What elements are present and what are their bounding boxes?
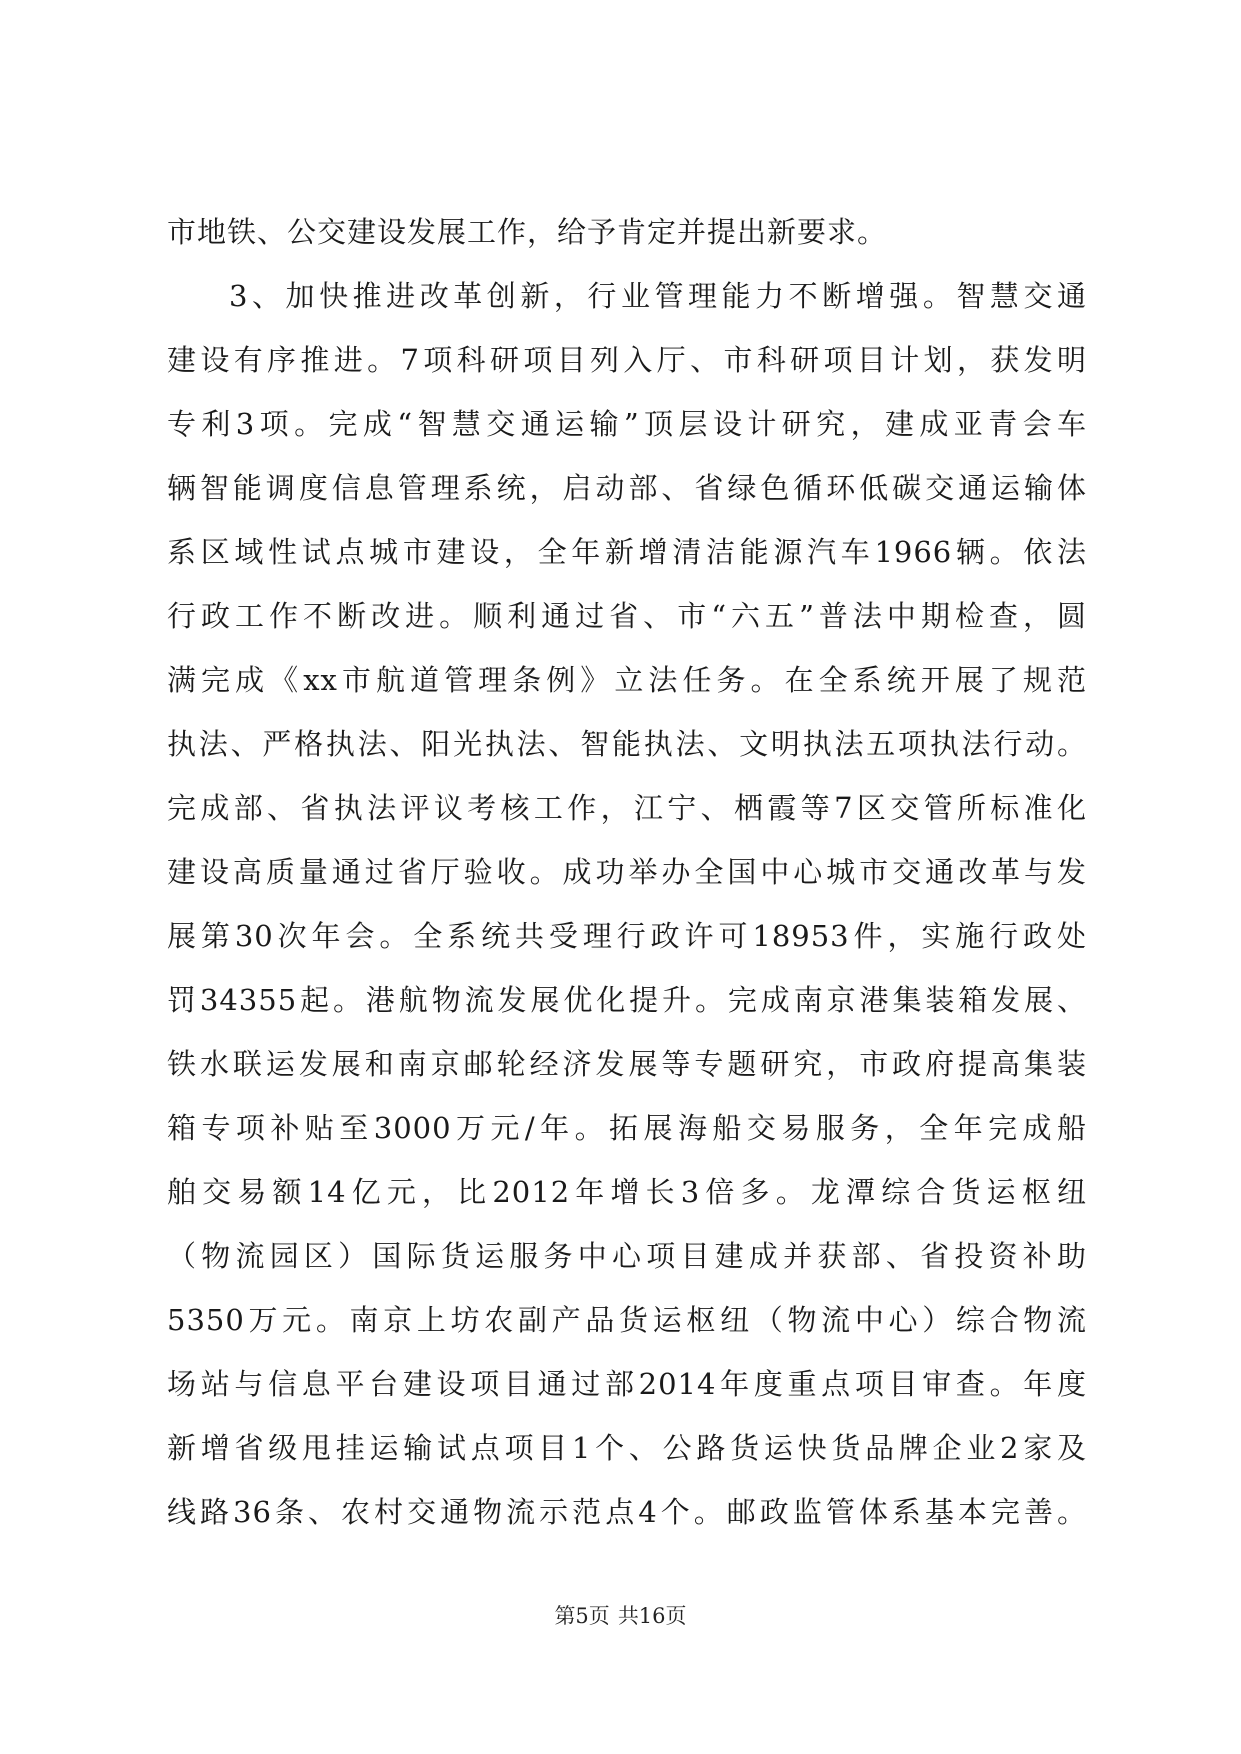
text-line: 铁水联运发展和南京邮轮经济发展等专题研究，市政府提高集装 <box>167 1047 1087 1081</box>
text-line: 系区域性试点城市建设，全年新增清洁能源汽车1966辆。依法 <box>167 535 1087 569</box>
body-text <box>167 200 1087 1544</box>
text-line: 5350万元。南京上坊农副产品货运枢纽（物流中心）综合物流 <box>167 1303 1087 1337</box>
text-line: 箱专项补贴至3000万元/年。拓展海船交易服务，全年完成船 <box>167 1111 1087 1145</box>
total-pages-label: 共16页 <box>617 1604 687 1628</box>
text-line: 辆智能调度信息管理系统，启动部、省绿色循环低碳交通运输体 <box>167 471 1087 505</box>
text-line: 满完成《xx市航道管理条例》立法任务。在全系统开展了规范 <box>167 663 1087 697</box>
text-line: 市地铁、公交建设发展工作，给予肯定并提出新要求。 <box>167 215 888 249</box>
text-line: 舶交易额14亿元，比2012年增长3倍多。龙潭综合货运枢纽 <box>167 1175 1087 1209</box>
text-line: 罚34355起。港航物流发展优化提升。完成南京港集装箱发展、 <box>167 983 1087 1017</box>
text-line: 场站与信息平台建设项目通过部2014年度重点项目审查。年度 <box>167 1367 1087 1401</box>
page-number-footer <box>0 1600 1241 1630</box>
text-line: 3、加快推进改革创新，行业管理能力不断增强。智慧交通 <box>229 279 1087 313</box>
text-line: 建设有序推进。7项科研项目列入厅、市科研项目计划，获发明 <box>167 343 1087 377</box>
text-line: 行政工作不断改进。顺利通过省、市“六五”普法中期检查，圆 <box>167 599 1087 633</box>
text-line: 新增省级甩挂运输试点项目1个、公路货运快货品牌企业2家及 <box>167 1431 1087 1465</box>
text-line: 线路36条、农村交通物流示范点4个。邮政监管体系基本完善。 <box>167 1495 1087 1529</box>
text-line: （物流园区）国际货运服务中心项目建成并获部、省投资补助 <box>167 1239 1087 1273</box>
text-line: 专利3项。完成“智慧交通运输”顶层设计研究，建成亚青会车 <box>167 407 1087 441</box>
text-line: 展第30次年会。全系统共受理行政许可18953件，实施行政处 <box>167 919 1087 953</box>
text-line: 执法、严格执法、阳光执法、智能执法、文明执法五项执法行动。 <box>167 727 1087 761</box>
text-line: 完成部、省执法评议考核工作，江宁、栖霞等7区交管所标准化 <box>167 791 1087 825</box>
text-line: 建设高质量通过省厅验收。成功举办全国中心城市交通改革与发 <box>167 855 1087 889</box>
current-page-label: 第5页 <box>554 1604 610 1628</box>
